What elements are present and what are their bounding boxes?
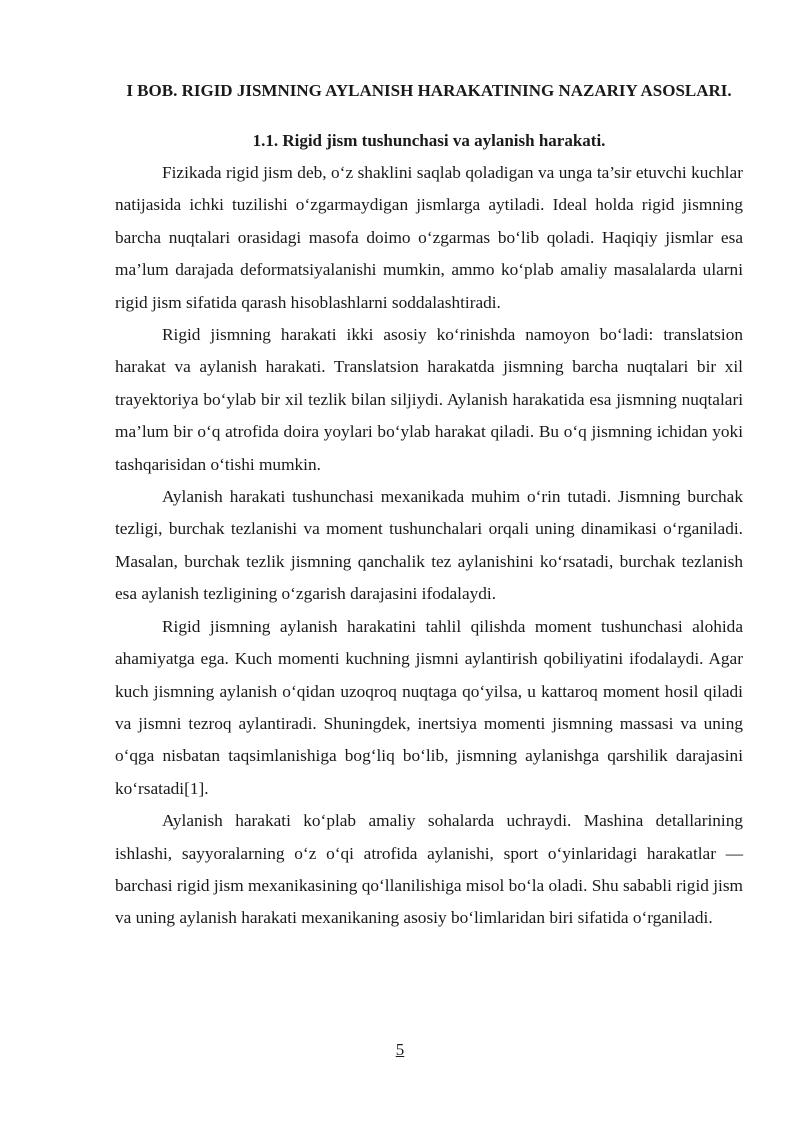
chapter-title: I BOB. RIGID JISMNING AYLANISH HARAKATINING NAZARIY ASOSLARI. [126, 81, 732, 100]
section-title: 1.1. Rigid jism tushunchasi va aylanish harakati. [252, 131, 606, 150]
page-number: 5 [395, 1040, 405, 1059]
body-text [115, 157, 743, 935]
paragraph: Aylanish harakati tushunchasi mexanikada muhim o‘rin tutadi. Jismning burchak tezligi, burchak tezlanishi va moment tushunchalari orqali uning dinamikasi o‘rganiladi. Masalan, burchak tezlik jismning qanchalik tez aylanishini ko‘rsatadi, burchak tezlanish esa aylanish tezligining o‘zgarish darajasini ifodalaydi. [115, 487, 743, 604]
paragraph: Rigid jismning aylanish harakatini tahlil qilishda moment tushunchasi alohida ahamiyatga ega. Kuch momenti kuchning jismni aylantirish qobiliyatini ifodalaydi. Agar kuch jismning aylanish o‘qidan uzoqroq nuqtaga qo‘yilsa, u kattaroq moment hosil qiladi va jismni tezroq aylantiradi. Shuningdek, inertsiya momenti jismning massasi va uning o‘qga nisbatan taqsimlanishiga bog‘liq bo‘lib, jismning aylanishga qarshilik darajasini ko‘rsatadi[1]. [115, 616, 743, 798]
paragraph: Aylanish harakati ko‘plab amaliy sohalarda uchraydi. Mashina detallarining ishlashi, sayyoralarning o‘z o‘qi atrofida aylanishi, sport o‘yinlaridagi harakatlar — barchasi rigid jism mexanikasining qo‘llanilishiga misol bo‘la oladi. Shu sababli rigid jism va uning aylanish harakati mexanikaning asosiy bo‘limlaridan biri sifatida o‘rganiladi. [115, 811, 743, 928]
paragraph: Rigid jismning harakati ikki asosiy ko‘rinishda namoyon bo‘ladi: translatsion harakat va aylanish harakati. Translatsion harakatda jismning barcha nuqtalari bir xil trayektoriya bo‘ylab bir xil tezlik bilan siljiydi. Aylanish harakatida esa jismning nuqtalari ma’lum bir o‘q atrofida doira yoylari bo‘ylab harakat qiladi. Bu o‘q jismning ichidan yoki tashqarisidan o‘tishi mumkin. [115, 325, 743, 474]
document-page [115, 0, 743, 935]
paragraph: Fizikada rigid jism deb, o‘z shaklini saqlab qoladigan va unga ta’sir etuvchi kuchlar natijasida ichki tuzilishi o‘zgarmaydigan jismlarga aytiladi. Ideal holda rigid jismning barcha nuqtalari orasidagi masofa doimo o‘zgarmas bo‘lib qoladi. Haqiqiy jismlar esa ma’lum darajada deformatsiyalanishi mumkin, ammo ko‘plab amaliy masalalarda ularni rigid jism sifatida qarash hisoblashlarni soddalashtiradi. [115, 163, 743, 312]
